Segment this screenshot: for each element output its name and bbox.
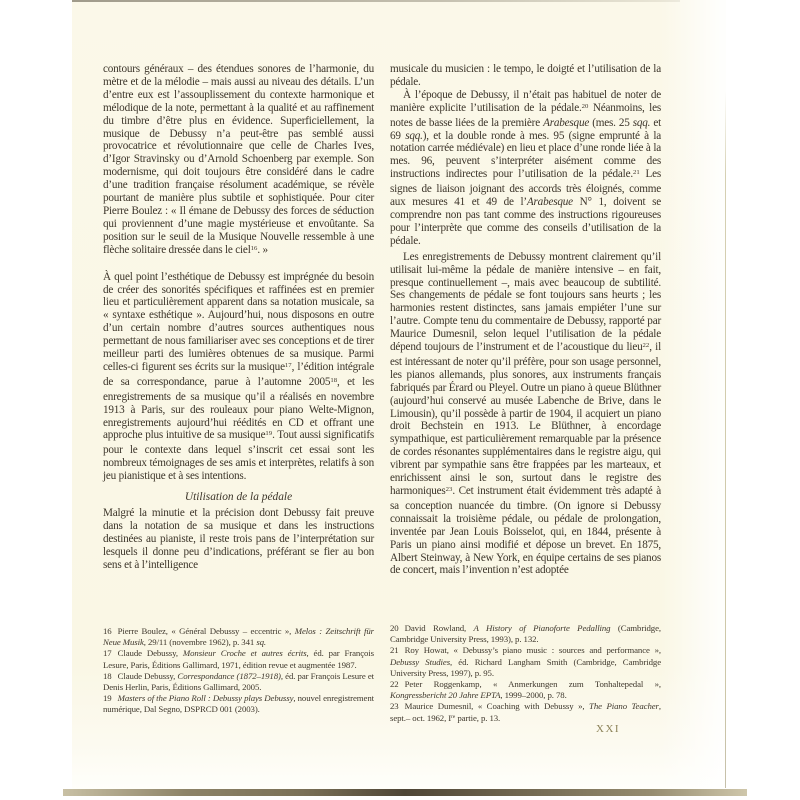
text-run: et 69 xyxy=(390,116,662,142)
text-run: (Cambridge, Cambridge University Press, 1993), p. 132. xyxy=(390,623,661,645)
page-right-edge-line xyxy=(725,92,726,788)
text-run: , 29/11 (novembre 1962), p. 341 xyxy=(143,637,257,648)
italic-text: A History of Pianoforte Pedalling xyxy=(473,623,611,633)
italic-text: Monsieur Croche et autres écrits xyxy=(182,648,307,659)
paragraph-malgre-la-minutie xyxy=(103,507,374,572)
footnote-marker: 21 xyxy=(632,169,640,177)
footnote-marker: 18 xyxy=(330,376,338,384)
page-number: XXI xyxy=(596,723,621,735)
footnote-20 xyxy=(390,623,661,645)
text-run: Peter Roggenkamp, « Anmerkungen zum Tonhaltepedal », xyxy=(404,679,661,690)
footnotes-right-column xyxy=(390,623,661,726)
footnote-number: 23 xyxy=(390,701,399,712)
text-run: Néanmoins, les notes de basse liées de la première xyxy=(390,101,662,129)
footnote-22 xyxy=(390,679,661,701)
text-run: partie, p. 13. xyxy=(455,712,501,723)
footnote-number: 17 xyxy=(103,648,112,659)
footnote-19 xyxy=(103,693,374,715)
footnote-marker: 23 xyxy=(445,485,453,493)
text-run: contours généraux – des étendues sonores de l’harmonie, du mètre et de la mélodie – mais aussi au niveau des détails. L’un d’entre eux est l’assouplissement du contexte harmonique et mélodique de la note, permettant à la qualité et au raffinement du timbre d’être plus en évidence. Superficiellement, la musique de Debussy n’a peut-être pas semblé aussi provocatrice et révolutionnaire que celle de Charles Ives, d’Igor Stravinsky ou d’Arnold Schoenberg par exemple. Son modernisme, qui doit toujours être considéré dans le cadre d’une tradition française résolument académique, se révèle pourtant de manière plus subtile et sophistiquée. Pour citer Pierre Boulez : « Il émane de Debussy des forces de séduction qui proviennent d’une magie mystérieuse et envoûtante. Sa position sur le seuil de la Musique Nouvelle ressemble à une flèche solitaire dressée dans le ciel xyxy=(103,63,374,256)
text-run: À quel point l’esthétique de Debussy est imprégnée du besoin de créer des sonorités spécifiques et raffinées est en premier lieu et particulièrement apparent dans sa notation musicale, sa « syntaxe esthétique ». Aujourd’hui, nous disposons en outre d’un certain nombre d’autres sources authentiques nous permettant de nous familiariser avec ses conceptions et de tirer meilleur parti des lumières obtenues de sa musique. Parmi celles-ci figurent ses écrits sur la musique xyxy=(103,270,374,373)
text-run: , nouvel enregistrement numérique, Dal Segno, DSPRCD 001 (2003). xyxy=(103,693,374,715)
text-run: À l’époque de Debussy, il n’était pas habituel de noter de manière explicite l’utilisation de la pédale. xyxy=(390,88,661,114)
text-run: N° 1, doivent se comprendre non pas tant comme des instructions rigoureuses pour l’interprète que comme des conseils d’utilisation de la pédale. xyxy=(390,196,661,247)
paragraph-esthetique-debussy xyxy=(103,271,374,484)
footnote-16 xyxy=(103,626,374,648)
italic-text: Correspondance (1872–1918) xyxy=(177,670,281,681)
paragraph-a-lepoque-de-debussy xyxy=(390,89,661,248)
text-run: . » xyxy=(257,243,268,256)
footnote-marker: re xyxy=(451,714,456,721)
italic-text: Kongressbericht 20 Jahre EPTA xyxy=(390,690,501,701)
text-run: Les signes de liaison joignant des accords très éloignés, comme aux mesures 41 et 49 de l’ xyxy=(390,168,661,209)
text-run: Claude Debussy, xyxy=(117,648,183,659)
italic-text: sqq. xyxy=(632,116,651,129)
text-run: ), et la double ronde à mes. 95 (signe emprunté à la notation carrée médiévale) en lieu et place d’une ronde liée à la mes. 96, peuvent s’interpréter aisément comme des instructions indirectes pour l’utilisation de la pédale. xyxy=(390,129,661,181)
footnote-number: 19 xyxy=(103,693,112,704)
italic-text: Melos : Zeitschrift für Neue Musik xyxy=(103,626,374,648)
text-run: , éd. Richard Langham Smith (Cambridge, Cambridge University Press, 1997), p. 95. xyxy=(390,656,661,678)
text-run: (mes. 25 xyxy=(589,116,633,129)
text-run: Pierre Boulez, « Général Debussy – eccentric », xyxy=(117,626,295,636)
italic-text: Debussy Studies xyxy=(390,656,451,667)
paragraph-les-enregistrements xyxy=(390,251,661,578)
footnote-marker: 19 xyxy=(265,430,273,438)
text-run: , l’édition intégrale de sa correspondance, parue à l’automne 2005 xyxy=(103,360,374,388)
footnote-marker: 20 xyxy=(581,102,589,110)
text-run: , 1999–2000, p. 78. xyxy=(500,690,567,701)
footnotes-left-column xyxy=(103,626,374,716)
italic-text: Masters of the Piano Roll : Debussy plays Debussy xyxy=(117,693,294,704)
footnote-marker: 16 xyxy=(250,244,258,252)
book-bottom-edge-shadow xyxy=(63,789,747,796)
footnote-number: 22 xyxy=(390,679,399,690)
left-text-column xyxy=(103,63,374,572)
footnote-17 xyxy=(103,648,374,670)
italic-text: sqq. xyxy=(405,129,423,142)
text-run: Maurice Dumesnil, « Coaching with Debussy », xyxy=(404,701,590,712)
italic-text: Arabesque xyxy=(543,116,590,129)
text-run: Claude Debussy, xyxy=(117,670,178,681)
text-run: , et les enregistrements de sa musique qu’il a réalisés en novembre 1913 à Paris, sur des rouleaux pour piano Welte-Mignon, enregistrements aujourd’hui réédités en CD et offrant une approche plus intuitive de sa musique xyxy=(103,375,374,442)
text-run: , éd. par François Lesure, Paris, Éditions Gallimard, 1971, édition revue et augmentée 1987. xyxy=(103,648,374,670)
text-run: , sept.– oct. 1962, I xyxy=(390,701,661,723)
text-run: . Cet instrument était évidemment très adapté à sa conception nuancée du timbre. (On ignore si Debussy connaissait la troisième pédale, ou pédale de prolongation, inventée par Jean Louis Boisselot, qui, en 1844, présente à Paris un piano ainsi modifié et dépose un brevet. En 1875, Albert Steinway, à New York, en équipe certains de ses pianos de concert, mais l’invention n’est adoptée xyxy=(390,485,661,577)
footnote-number: 16 xyxy=(103,626,112,636)
scanned-book-page xyxy=(72,0,726,791)
italic-text: The Piano Teacher xyxy=(589,701,659,712)
footnote-21 xyxy=(390,645,661,679)
italic-text: Arabesque xyxy=(526,196,573,209)
text-run: , il est intéressant de noter qu’il préfère, pour son usage personnel, les pianos allemands, plus sonores, aux instruments français fabriqués par Érard ou Pleyel. Outre un piano à queue Blüthner (aujourd’hui conservé au musée Labenche de Brive, dans le Limousin), qu’il possède à partir de 1904, il acquiert un piano droit Bechstein en 1913. Le Blüthner, à encordage sympathique, est particulièrement remarquable par la présence de cordes résonantes supplémentaires dans le registre aigu, qui vibrent par sympathie sans être frappées par les marteaux, et enrichissent ainsi le son, surtout dans le registre des harmoniques xyxy=(390,341,661,497)
text-run: musicale du musicien : le tempo, le doigté et l’utilisation de la pédale. xyxy=(390,63,661,88)
section-heading-utilisation-pedale: Utilisation de la pédale xyxy=(184,491,293,504)
footnote-number: 21 xyxy=(390,645,399,656)
footnote-number: 20 xyxy=(390,623,399,633)
footnote-marker: 22 xyxy=(642,342,650,350)
text-run: Les enregistrements de Debussy montrent clairement qu’il utilisait lui-même la pédale de manière intensive – en fait, presque continuellement –, mais avec beaucoup de subtilité. Ses changements de pédale se font toujours sans heurts ; les harmonies restent distinctes, sans jamais empiéter l’une sur l’autre. Compte tenu du commentaire de Debussy, rapporté par Maurice Dumesnil, selon lequel l’utilisation de la pédale dépend toujours de l’instrument et de l’acoustique du lieu xyxy=(390,250,661,354)
paragraph-contours-generaux xyxy=(103,63,374,259)
text-run: . Tout aussi significatifs pour le contexte dans lequel s’inscrit cet essai sont les nombreux témoignages de ses amis et interprètes, relatifs à son jeu pianistique et à ses intentions. xyxy=(103,429,375,483)
text-run: David Rowland, xyxy=(404,623,474,633)
text-run: Malgré la minutie et la précision dont Debussy fait preuve dans la notation de sa musique et dans les instructions destinées au pianiste, il reste trois pans de l’interprétation sur lesquels il donne peu d’indications, préférant se fier au bon sens et à l’intelligence xyxy=(103,507,374,571)
footnote-18 xyxy=(103,671,374,693)
footnote-23 xyxy=(390,701,661,725)
paragraph-musicale-du-musicien xyxy=(390,63,661,89)
footnote-number: 18 xyxy=(103,670,112,681)
page-top-edge-shadow xyxy=(72,0,680,2)
italic-text: sq. xyxy=(256,637,267,648)
right-text-column xyxy=(390,63,661,577)
footnote-marker: 17 xyxy=(284,361,292,369)
text-run: Roy Howat, « Debussy’s piano music : sources and performance », xyxy=(404,645,661,656)
text-run: , éd. par François Lesure et Denis Herlin, Paris, Éditions Gallimard, 2005. xyxy=(103,670,374,693)
